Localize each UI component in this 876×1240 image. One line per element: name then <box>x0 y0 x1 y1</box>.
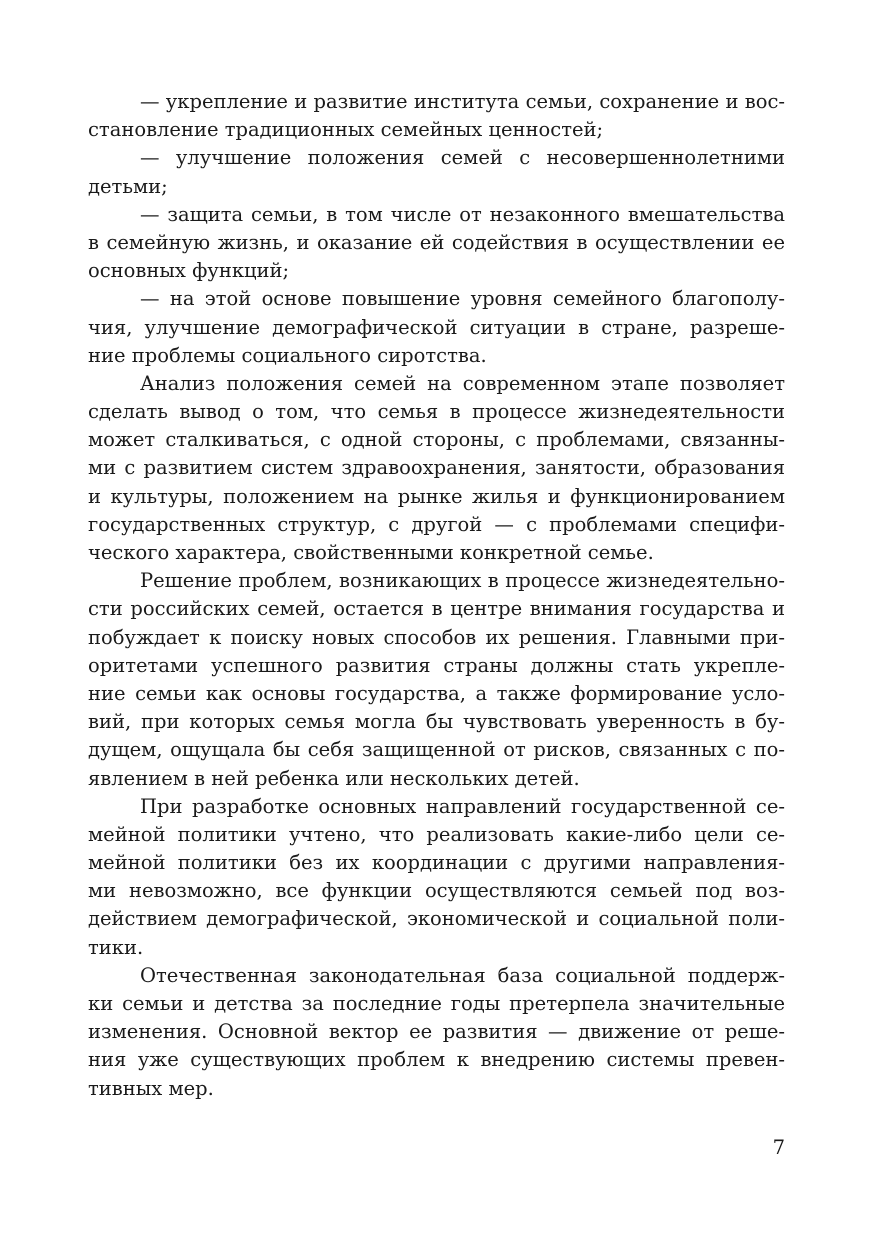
text-line: тивных мер. <box>88 1076 214 1100</box>
text-line: основных функций; <box>88 259 290 283</box>
text-line: вий, при которых семья могла бы чувствовать уверенность в бу- <box>88 710 785 734</box>
text-line: При разработке основных направлений государственной се- <box>140 794 785 818</box>
page-body <box>88 88 785 1103</box>
text-line: побуждает к поиску новых способов их решения. Главными при- <box>88 625 785 649</box>
text-line: оритетами успешного развития страны должны стать укрепле- <box>88 653 785 677</box>
text-line: ки семьи и детства за последние годы претерпела значительные <box>88 992 785 1015</box>
text-line: действием демографической, экономической и социальной поли- <box>88 907 785 931</box>
text-line: в семейную жизнь, и оказание ей содействия в осуществлении ее <box>88 230 785 254</box>
text-line: Решение проблем, возникающих в процессе жизнедеятельно- <box>140 569 785 593</box>
text-line: — защита семьи, в том числе от незаконного вмешательства <box>140 202 785 226</box>
page-number: 7 <box>772 1136 785 1159</box>
text-line: может сталкиваться, с одной стороны, с проблемами, связанны- <box>88 428 785 452</box>
text-line: сделать вывод о том, что семья в процессе жизнедеятельности <box>88 400 785 424</box>
text-line: сти российских семей, остается в центре внимания государства и <box>88 597 785 621</box>
text-line: становление традиционных семейных ценностей; <box>88 118 604 142</box>
text-line: ния уже существующих проблем к внедрению системы превен- <box>88 1048 785 1072</box>
text-line: детьми; <box>88 174 168 198</box>
text-line: чия, улучшение демографической ситуации в стране, разреше- <box>88 315 785 339</box>
text-line: изменения. Основной вектор ее развития — движение от реше- <box>88 1020 785 1044</box>
text-line: Отечественная законодательная база социальной поддерж- <box>140 963 785 987</box>
text-line: ческого характера, свойственными конкретной семье. <box>88 541 654 564</box>
text-line: ние семьи как основы государства, а также формирование усло- <box>88 681 785 705</box>
text-line: мейной политики учтено, что реализовать какие-либо цели се- <box>88 822 785 846</box>
text-line: и культуры, положением на рынке жилья и функционированием <box>88 484 785 508</box>
text-line: — на этой основе повышение уровня семейного благополу- <box>140 287 785 311</box>
text-line: — укрепление и развитие института семьи, сохранение и вос- <box>140 90 785 113</box>
text-line: государственных структур, с другой — с проблемами специфи- <box>88 512 785 536</box>
text-line: — улучшение положения семей с несовершеннолетними <box>140 146 785 170</box>
text-line: ми с развитием систем здравоохранения, занятости, образования <box>88 456 785 480</box>
text-line: тики. <box>88 935 144 959</box>
text-line: дущем, ощущала бы себя защищенной от рисков, связанных с по- <box>88 738 785 762</box>
text-line: ми невозможно, все функции осуществляются семьей под воз- <box>88 879 785 903</box>
text-line: явлением в ней ребенка или нескольких детей. <box>88 766 580 790</box>
text-line: Анализ положения семей на современном этапе позволяет <box>140 371 785 395</box>
text-line: мейной политики без их координации с другими направления- <box>88 851 785 875</box>
text-line: ние проблемы социального сиротства. <box>88 343 487 367</box>
